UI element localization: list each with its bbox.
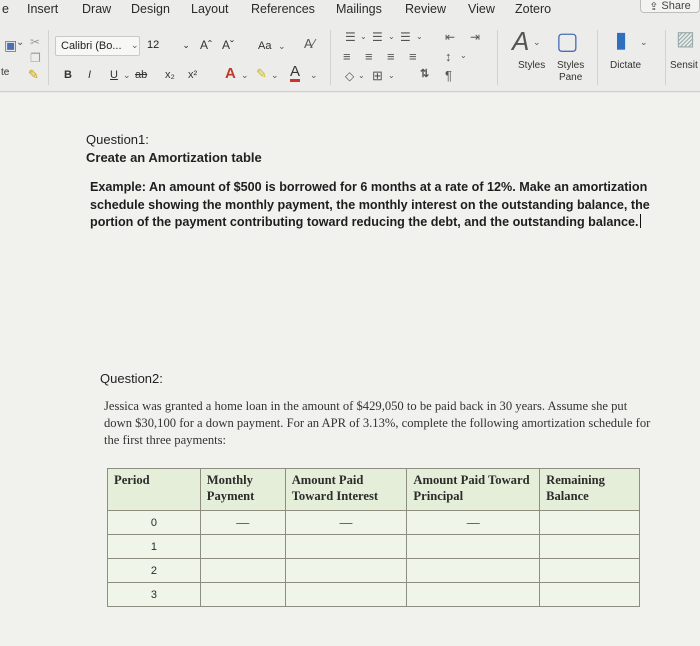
- chevron-down-icon[interactable]: ⌄: [460, 51, 467, 60]
- strikethrough-button[interactable]: ab: [135, 69, 148, 81]
- font-color-icon[interactable]: A: [290, 63, 301, 80]
- chevron-down-icon[interactable]: ⌄: [131, 40, 139, 50]
- table-cell[interactable]: [540, 559, 640, 583]
- table-cell-period: 0: [108, 511, 201, 535]
- header-remaining-balance: Remaining Balance: [540, 469, 640, 511]
- question2-body: Jessica was granted a home loan in the amount of $429,050 to be paid back in 30 years. Assume she put down $30,100 for a down payment. For an APR of 3.13%, complete the following amortization schedule for the first three payments:: [104, 399, 651, 447]
- styles-pane-icon[interactable]: ▢: [556, 28, 579, 55]
- divider: [665, 30, 666, 85]
- document-page[interactable]: [0, 93, 700, 646]
- table-row: [108, 535, 640, 559]
- table-cell[interactable]: [540, 535, 640, 559]
- amortization-table: [107, 468, 640, 607]
- shading-icon[interactable]: ◇: [345, 69, 355, 83]
- table-cell[interactable]: [200, 559, 285, 583]
- font-size-select[interactable]: [145, 36, 195, 56]
- table-cell[interactable]: —: [407, 511, 540, 535]
- cut-icon[interactable]: ✂: [30, 35, 41, 49]
- share-label: Share: [661, 0, 691, 12]
- share-button[interactable]: [640, 0, 700, 13]
- question2-title: Question2:: [100, 371, 163, 386]
- header-amount-principal: Amount Paid Toward Principal: [407, 469, 540, 511]
- align-left-icon[interactable]: ≡: [343, 49, 351, 64]
- grow-font-button[interactable]: Aˆ: [200, 38, 212, 52]
- copy-icon[interactable]: ❐: [30, 51, 41, 65]
- borders-icon[interactable]: ⊞: [372, 68, 383, 83]
- question1-text: Example: An amount of $500 is borrowed for 6 months at a rate of 12%. Make an amortization schedule showing the monthly payment, the monthly interest on the outstanding balance, the portion of the payment contributing toward reducing the debt, and the outstanding balance.: [90, 180, 650, 229]
- table-cell-period: 3: [108, 583, 201, 607]
- tab-review[interactable]: Review: [405, 2, 446, 16]
- table-cell[interactable]: [407, 583, 540, 607]
- format-painter-icon[interactable]: ✎: [28, 67, 39, 82]
- chevron-down-icon[interactable]: ⌄: [388, 32, 395, 41]
- chevron-down-icon[interactable]: ⌄: [310, 70, 318, 80]
- highlight-icon[interactable]: ✎: [256, 66, 267, 81]
- table-cell[interactable]: —: [285, 511, 407, 535]
- underline-button[interactable]: U: [110, 69, 118, 81]
- decrease-indent-icon[interactable]: ⇤: [445, 30, 456, 44]
- styles-pane-label[interactable]: Styles Pane: [557, 60, 585, 83]
- table-cell-period: 2: [108, 559, 201, 583]
- chevron-down-icon[interactable]: ⌄: [416, 32, 423, 41]
- align-center-icon[interactable]: ≡: [365, 49, 373, 64]
- table-cell[interactable]: [285, 559, 407, 583]
- line-spacing-icon[interactable]: ↕: [445, 49, 452, 64]
- table-cell[interactable]: [540, 511, 640, 535]
- header-period: Period: [108, 469, 201, 511]
- tab-layout[interactable]: Layout: [191, 2, 229, 16]
- text-effects-icon[interactable]: A: [225, 65, 236, 82]
- bullets-icon[interactable]: ☰: [345, 30, 356, 44]
- clear-formatting-icon[interactable]: A⁄: [304, 36, 315, 51]
- tab-zotero[interactable]: Zotero: [515, 2, 552, 16]
- table-row: [108, 511, 640, 535]
- question1-subtitle: Create an Amortization table: [86, 150, 262, 165]
- table-cell[interactable]: [407, 559, 540, 583]
- sensitivity-label[interactable]: Sensit: [670, 60, 698, 71]
- multilevel-list-icon[interactable]: ☰: [400, 30, 411, 44]
- font-size-value: 12: [147, 39, 160, 51]
- chevron-down-icon[interactable]: ⌄: [388, 71, 395, 80]
- divider: [48, 30, 49, 85]
- table-cell-period: 1: [108, 535, 201, 559]
- tab-references[interactable]: References: [251, 2, 315, 16]
- chevron-down-icon[interactable]: ⌄: [533, 37, 541, 47]
- question1-title: Question1:: [86, 132, 149, 147]
- question1-body: [90, 179, 660, 232]
- subscript-button[interactable]: x₂: [165, 69, 175, 81]
- align-right-icon[interactable]: ≡: [387, 49, 395, 64]
- tab-mailings[interactable]: Mailings: [336, 2, 382, 16]
- chevron-down-icon[interactable]: ⌄: [278, 41, 286, 51]
- header-amount-interest: Amount Paid Toward Interest: [285, 469, 407, 511]
- table-cell[interactable]: [540, 583, 640, 607]
- paste-label[interactable]: te: [1, 67, 10, 78]
- divider: [330, 30, 331, 85]
- increase-indent-icon[interactable]: ⇥: [470, 30, 481, 44]
- header-monthly-payment: Monthly Payment: [200, 469, 285, 511]
- chevron-down-icon[interactable]: ⌄: [123, 70, 131, 80]
- tab-home[interactable]: e: [2, 2, 9, 16]
- justify-icon[interactable]: ≡: [409, 49, 417, 64]
- paste-dropdown-icon[interactable]: ⌄: [16, 37, 25, 48]
- chevron-down-icon[interactable]: ⌄: [241, 70, 249, 80]
- sensitivity-icon[interactable]: ▨: [676, 28, 695, 50]
- sort-icon[interactable]: ⇅: [420, 68, 430, 80]
- table-header-row: [108, 469, 640, 511]
- table-cell[interactable]: —: [200, 511, 285, 535]
- table-cell[interactable]: [285, 535, 407, 559]
- tab-view[interactable]: View: [468, 2, 495, 16]
- tab-design[interactable]: Design: [131, 2, 170, 16]
- font-name-select[interactable]: Calibri (Bo...: [55, 36, 140, 56]
- chevron-down-icon[interactable]: ⌄: [271, 70, 279, 80]
- table-cell[interactable]: [285, 583, 407, 607]
- styles-label[interactable]: Styles: [518, 60, 546, 71]
- table-row: [108, 583, 640, 607]
- chevron-down-icon: ⌄: [182, 40, 190, 50]
- shrink-font-button[interactable]: Aˇ: [222, 38, 234, 52]
- change-case-button[interactable]: Aa: [258, 40, 272, 52]
- italic-button[interactable]: I: [88, 69, 92, 81]
- tab-insert[interactable]: Insert: [27, 2, 59, 16]
- chevron-down-icon[interactable]: ⌄: [358, 71, 365, 80]
- table-cell[interactable]: [200, 535, 285, 559]
- divider: [597, 30, 598, 85]
- bold-button[interactable]: B: [64, 69, 72, 81]
- table-cell[interactable]: [407, 535, 540, 559]
- numbering-icon[interactable]: ☰: [372, 30, 383, 44]
- divider: [497, 30, 498, 85]
- styles-gallery-icon[interactable]: A: [512, 26, 530, 56]
- share-icon: ⇪: [649, 0, 659, 13]
- microphone-icon[interactable]: ▮: [615, 27, 628, 52]
- text-cursor: [640, 214, 641, 228]
- tab-draw[interactable]: Draw: [82, 2, 112, 16]
- chevron-down-icon[interactable]: ⌄: [360, 32, 367, 41]
- table-row: [108, 559, 640, 583]
- chevron-down-icon[interactable]: ⌄: [640, 37, 648, 47]
- dictate-label[interactable]: Dictate: [610, 60, 642, 71]
- table-cell[interactable]: [200, 583, 285, 607]
- ribbon: [0, 0, 700, 92]
- paste-icon[interactable]: ▣: [4, 37, 18, 53]
- show-formatting-icon[interactable]: ¶: [445, 68, 452, 83]
- superscript-button[interactable]: x²: [188, 69, 198, 81]
